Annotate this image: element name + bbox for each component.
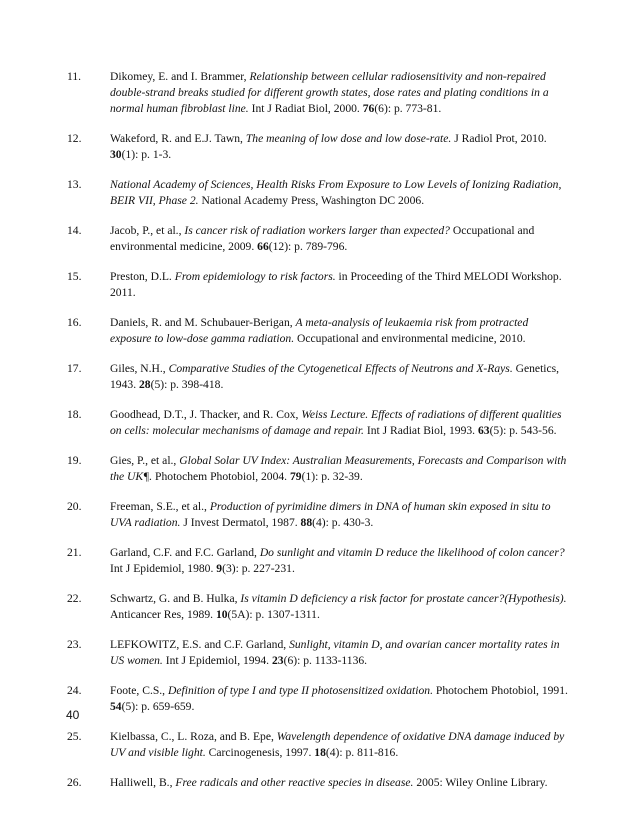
reference-volume: 23 [271, 654, 284, 667]
reference-authors: Jacob, P., et al., [110, 224, 185, 237]
reference-title: Global Solar UV Index: Australian Measurements, Forecasts and Comparison with the UK¶. [110, 454, 567, 483]
reference-number: 13. [67, 178, 82, 191]
reference-pages: (5): p. 659-659. [121, 700, 195, 713]
reference-authors: Giles, N.H., [110, 362, 169, 375]
reference-item [0, 177, 638, 209]
reference-title: Sunlight, vitamin D, and ovarian cancer mortality rates in US women. [110, 638, 560, 667]
reference-item [0, 545, 638, 577]
reference-source: National Academy Press, Washington DC 2006. [198, 194, 425, 207]
reference-volume: 66 [257, 240, 269, 253]
reference-number: 21. [67, 546, 82, 559]
reference-item [0, 407, 638, 439]
reference-text [110, 269, 572, 301]
reference-pages: (4): p. 430-3. [312, 516, 374, 529]
reference-pages: (6): p. 1133-1136. [283, 654, 368, 667]
reference-source: J Invest Dermatol, 1987. [180, 516, 301, 529]
reference-text [110, 545, 572, 577]
reference-authors: Kielbassa, C., L. Roza, and B. Epe, [110, 730, 277, 743]
reference-volume: 28 [138, 378, 151, 391]
reference-item [0, 269, 638, 301]
reference-pages: (6): p. 773-81. [374, 102, 442, 115]
reference-number: 26. [67, 776, 82, 789]
reference-title: Is vitamin D deficiency a risk factor for prostate cancer?(Hypothesis). [240, 592, 567, 605]
reference-item [0, 131, 638, 163]
reference-authors: Halliwell, B., [110, 776, 176, 789]
reference-pages: (5A): p. 1307-1311. [227, 608, 320, 621]
reference-authors: Wakeford, R. and E.J. Tawn, [110, 132, 246, 145]
reference-source: Anticancer Res, 1989. [110, 608, 216, 621]
reference-volume: 9 [216, 562, 223, 575]
reference-pages: (5): p. 398-418. [150, 378, 224, 391]
reference-item [0, 315, 638, 347]
reference-item [0, 729, 638, 761]
reference-item [0, 637, 638, 669]
reference-volume: 54 [110, 700, 122, 713]
reference-text [110, 223, 572, 255]
reference-pages: (5): p. 543-56. [489, 424, 557, 437]
reference-authors: Garland, C.F. and F.C. Garland, [110, 546, 260, 559]
reference-number: 15. [67, 270, 82, 283]
reference-title: Free radicals and other reactive species in disease. [175, 776, 414, 789]
reference-source: Occupational and environmental medicine, 2010. [294, 332, 526, 345]
reference-number: 25. [67, 730, 82, 743]
reference-pages: (1): p. 32-39. [301, 470, 363, 483]
reference-title: Wavelength dependence of oxidative DNA damage induced by UV and visible light. [110, 730, 565, 759]
reference-title: Is cancer risk of radiation workers larger than expected? [184, 224, 450, 237]
reference-text [110, 407, 572, 439]
reference-number: 19. [67, 454, 82, 467]
reference-text [110, 775, 572, 791]
reference-title: Relationship between cellular radiosensitivity and non-repaired double-strand breaks studied for different growth states, dose rates and plating conditions in a normal human fibroblast line. [110, 70, 549, 115]
reference-source: Photochem Photobiol, 1991. [432, 684, 568, 697]
reference-source: J Radiol Prot, 2010. [451, 132, 547, 145]
reference-source: Photochem Photobiol, 2004. [152, 470, 290, 483]
reference-item [0, 361, 638, 393]
reference-source: Int J Radiat Biol, 2000. [248, 102, 363, 115]
reference-item [0, 683, 638, 715]
reference-text [110, 683, 572, 715]
reference-source: Carcinogenesis, 1997. [205, 746, 315, 759]
reference-number: 12. [67, 132, 82, 145]
reference-number: 11. [67, 70, 82, 83]
reference-volume: 10 [215, 608, 228, 621]
reference-text [110, 131, 572, 163]
reference-source: 2005: Wiley Online Library. [413, 776, 548, 789]
reference-title: Weiss Lecture. Effects of radiations of different qualities on cells: molecular mechanisms of damage and repair. [110, 408, 562, 437]
reference-text [110, 361, 572, 393]
reference-title: Do sunlight and vitamin D reduce the likelihood of colon cancer? [259, 546, 565, 559]
reference-title: The meaning of low dose and low dose-rate. [245, 132, 452, 145]
reference-number: 16. [67, 316, 82, 329]
reference-authors: Schwartz, G. and B. Hulka, [110, 592, 241, 605]
reference-title: A meta-analysis of leukaemia risk from protracted exposure to low-dose gamma radiation. [110, 316, 529, 345]
reference-authors: Foote, C.S., [110, 684, 168, 697]
reference-title: National Academy of Sciences, Health Risks From Exposure to Low Levels of Ionizing Radiation, BEIR VII, Phase 2. [110, 178, 562, 207]
reference-text [110, 591, 572, 623]
reference-authors: Daniels, R. and M. Schubauer-Berigan, [110, 316, 296, 329]
reference-item [0, 223, 638, 255]
reference-text [110, 729, 572, 761]
reference-number: 14. [67, 224, 82, 237]
reference-source: Occupational and environmental medicine, 2009. [110, 224, 535, 253]
reference-authors: Dikomey, E. and I. Brammer, [110, 70, 250, 83]
reference-volume: 30 [110, 148, 122, 161]
reference-authors: Gies, P., et al., [110, 454, 180, 467]
reference-pages: (1): p. 1-3. [121, 148, 172, 161]
reference-number: 20. [67, 500, 82, 513]
reference-source: Int J Radiat Biol, 1993. [363, 424, 478, 437]
page-number: 40 [66, 708, 80, 722]
reference-text [110, 177, 572, 209]
reference-number: 22. [67, 592, 82, 605]
reference-text [110, 315, 572, 347]
reference-item [0, 775, 638, 791]
reference-pages: (12): p. 789-796. [268, 240, 348, 253]
reference-source: in Proceeding of the Third MELODI Workshop. 2011. [110, 270, 562, 299]
reference-authors: Freeman, S.E., et al., [110, 500, 210, 513]
reference-title: Definition of type I and type II photosensitized oxidation. [167, 684, 433, 697]
reference-item [0, 591, 638, 623]
reference-volume: 79 [289, 470, 302, 483]
reference-item [0, 453, 638, 485]
reference-item [0, 69, 638, 117]
reference-title: From epidemiology to risk factors. [174, 270, 336, 283]
reference-number: 24. [67, 684, 82, 697]
reference-pages: (3): p. 227-231. [222, 562, 295, 575]
reference-authors: LEFKOWITZ, E.S. and C.F. Garland, [110, 638, 290, 651]
reference-volume: 88 [300, 516, 313, 529]
reference-volume: 18 [314, 746, 326, 759]
reference-source: Genetics, 1943. [110, 362, 560, 391]
reference-text [110, 499, 572, 531]
reference-authors: Goodhead, D.T., J. Thacker, and R. Cox, [110, 408, 302, 421]
reference-authors: Preston, D.L. [110, 270, 175, 283]
reference-title: Comparative Studies of the Cytogenetical Effects of Neutrons and X-Rays. [168, 362, 513, 375]
reference-item [0, 499, 638, 531]
reference-number: 18. [67, 408, 82, 421]
reference-source: Int J Epidemiol, 1994. [162, 654, 272, 667]
reference-volume: 76 [362, 102, 375, 115]
reference-text [110, 453, 572, 485]
reference-number: 23. [67, 638, 82, 651]
reference-number: 17. [67, 362, 82, 375]
reference-source: Int J Epidemiol, 1980. [110, 562, 217, 575]
reference-text [110, 69, 572, 117]
reference-text [110, 637, 572, 669]
reference-list [0, 69, 638, 805]
reference-pages: (4): p. 811-816. [325, 746, 399, 759]
reference-title: Production of pyrimidine dimers in DNA of human skin exposed in situ to UVA radiation. [110, 500, 551, 529]
reference-volume: 63 [477, 424, 490, 437]
